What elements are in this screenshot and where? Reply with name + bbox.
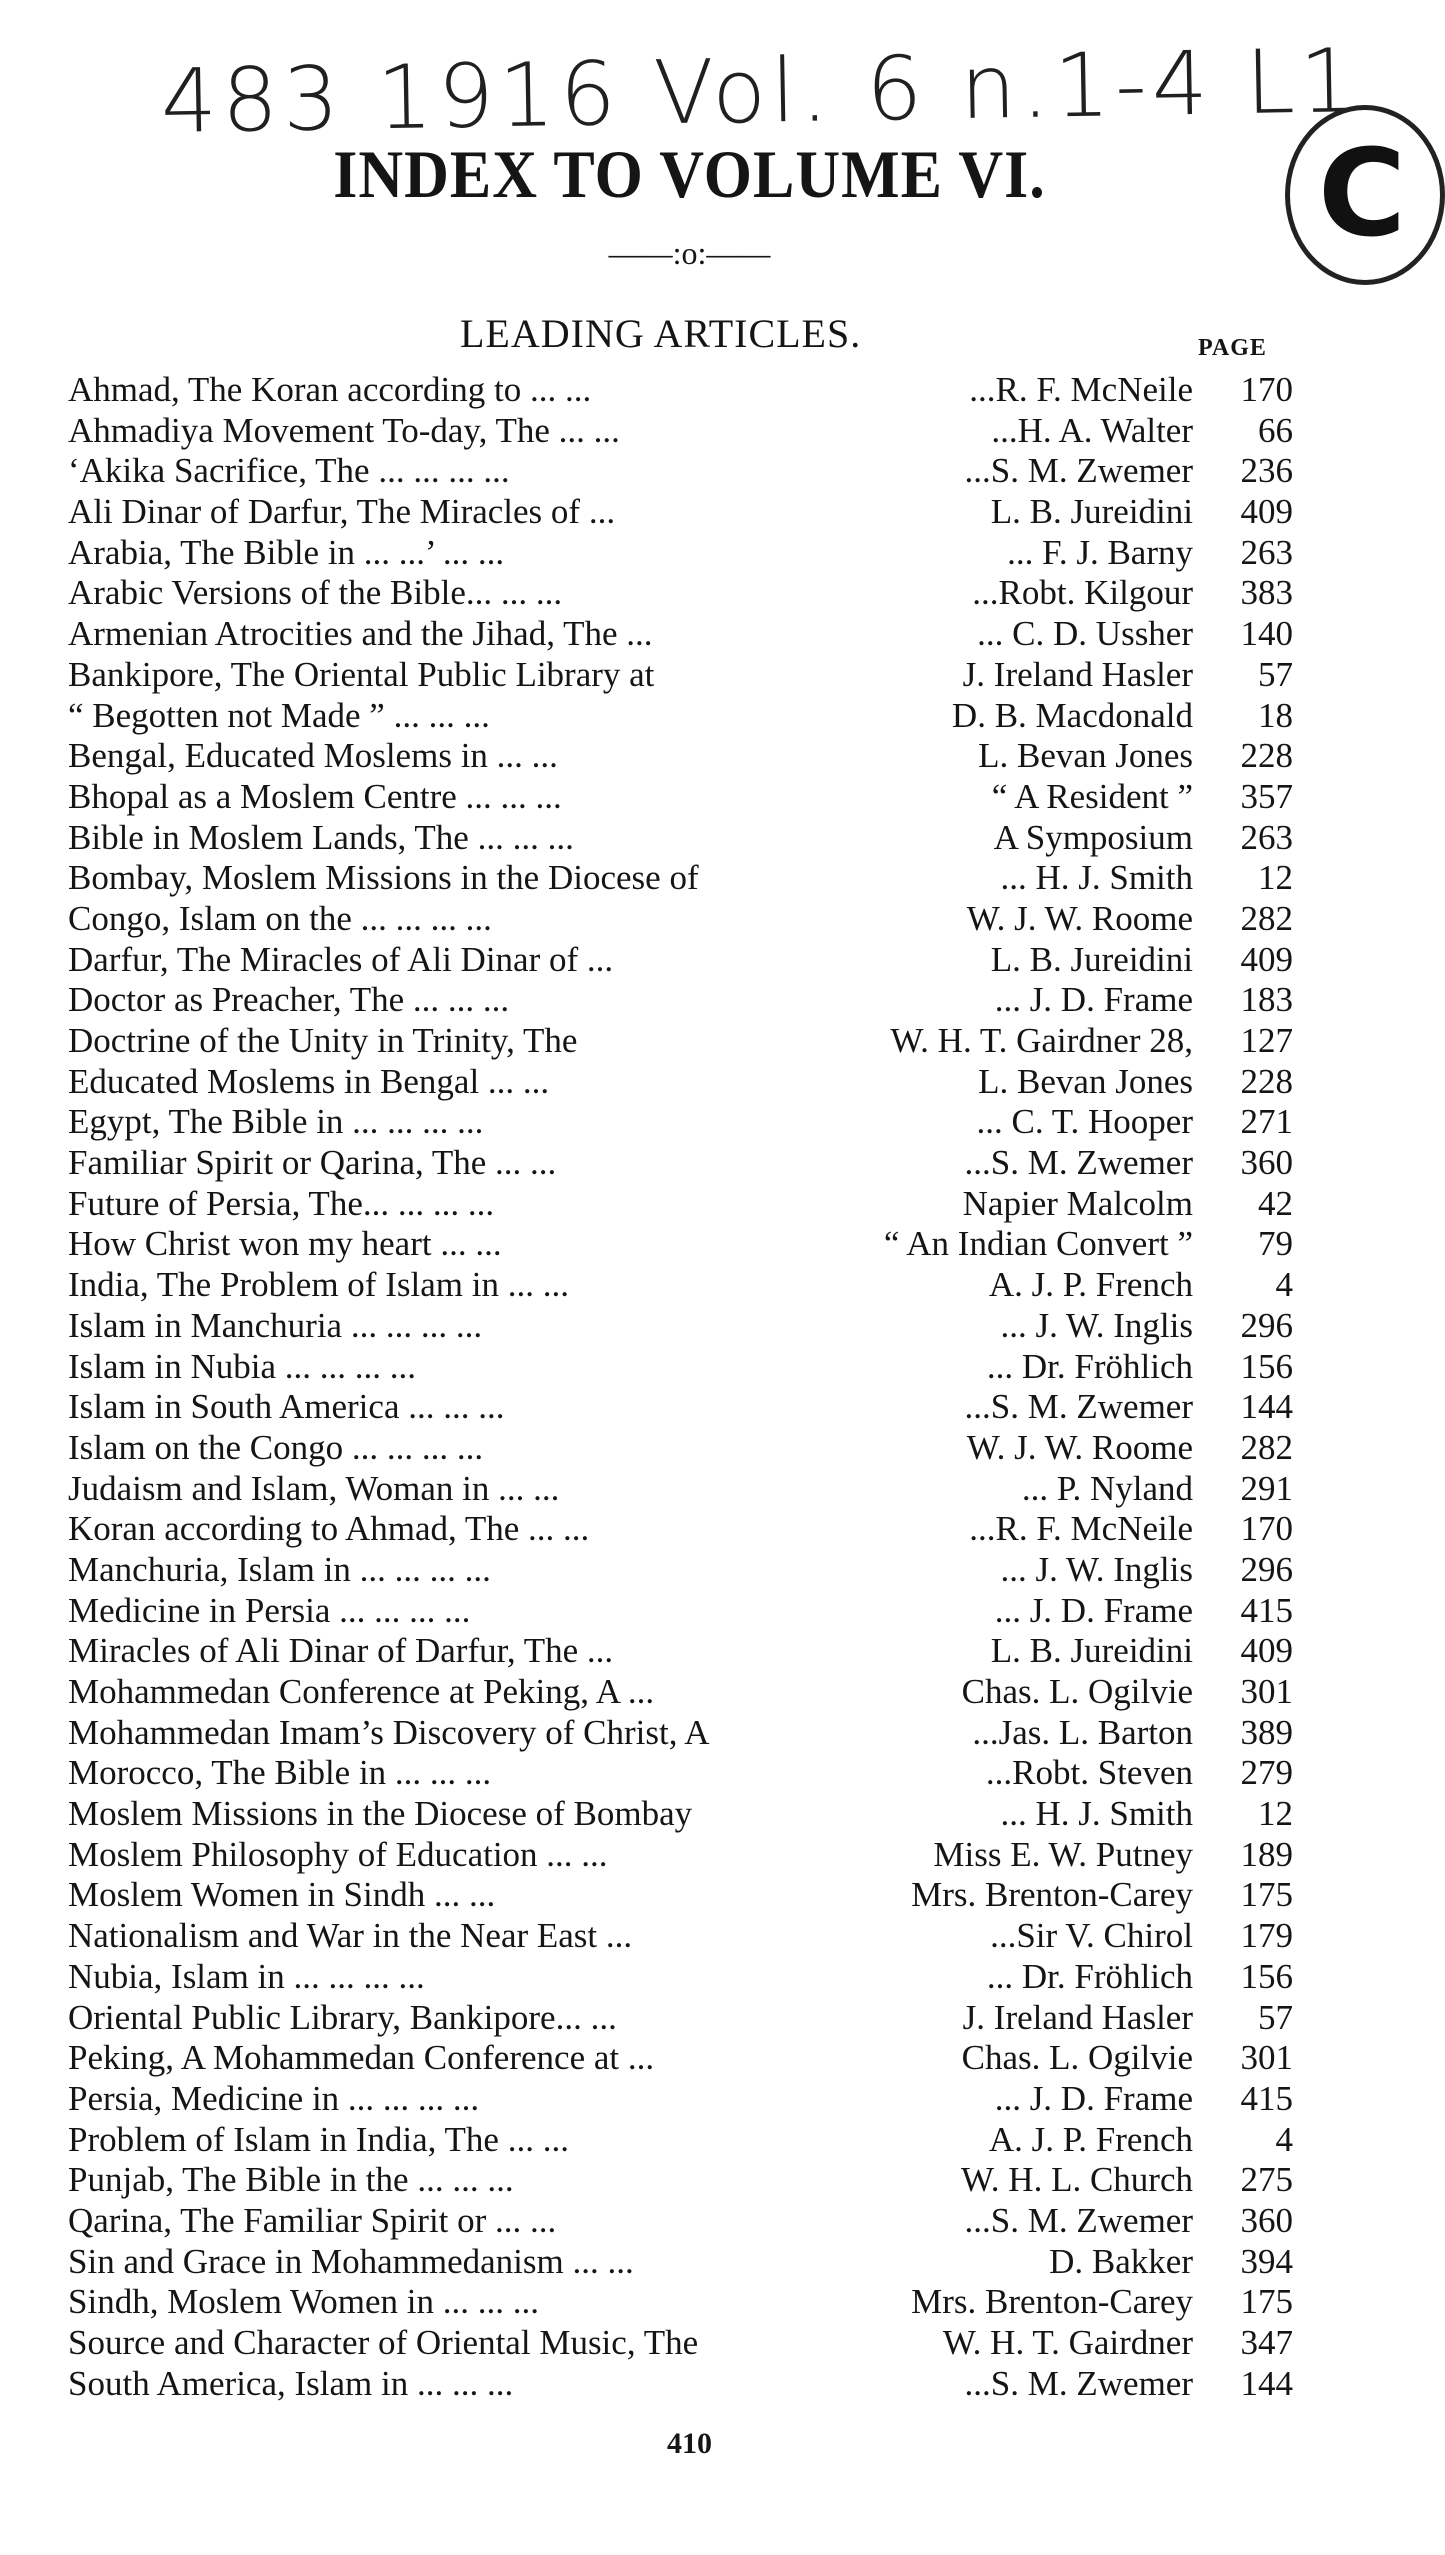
entry-author: ...Jas. L. Barton: [972, 1712, 1193, 1752]
entry-title: Peking, A Mohammedan Conference at ...: [68, 2038, 655, 2078]
entry-author: Napier Malcolm: [962, 1183, 1193, 1223]
entry-title: Congo, Islam on the ... ... ... ...: [68, 898, 492, 938]
entry-page: 144: [1240, 2363, 1293, 2403]
entry-title: Problem of Islam in India, The ... ...: [68, 2119, 569, 2159]
index-entry: [68, 1672, 1293, 1713]
index-entry: [68, 451, 1293, 492]
index-entry: [68, 411, 1293, 452]
entry-author: Miss E. W. Putney: [933, 1834, 1193, 1874]
entry-title: Qarina, The Familiar Spirit or ... ...: [68, 2200, 557, 2240]
index-entry: [68, 940, 1293, 981]
entry-author: Mrs. Brenton-Carey: [911, 2282, 1193, 2322]
index-entry: [68, 1631, 1293, 1672]
entry-title: Islam in Nubia ... ... ... ...: [68, 1346, 417, 1386]
entry-page: 263: [1240, 532, 1293, 572]
entry-page: 189: [1240, 1834, 1293, 1874]
index-entry: [68, 2282, 1293, 2323]
entry-author: ... C. D. Ussher: [977, 614, 1193, 654]
entry-page: 127: [1240, 1021, 1293, 1060]
entry-author: ...Robt. Steven: [985, 1753, 1193, 1793]
entry-title: Medicine in Persia ... ... ... ...: [68, 1590, 471, 1630]
index-entry: [68, 696, 1293, 737]
entry-page: 301: [1240, 2038, 1293, 2078]
entry-author: ...R. F. McNeile: [969, 370, 1193, 409]
stamp-letter: C: [1318, 125, 1407, 264]
entry-author: ... Dr. Fröhlich: [986, 1346, 1193, 1386]
entry-title: Islam in South America ... ... ...: [68, 1387, 505, 1427]
entry-page: 12: [1258, 858, 1293, 898]
entry-author: “ An Indian Convert ”: [883, 1224, 1193, 1264]
entry-title: Egypt, The Bible in ... ... ... ...: [68, 1102, 484, 1142]
entry-title: Nationalism and War in the Near East ...: [68, 1916, 633, 1956]
entry-title: Punjab, The Bible in the ... ... ...: [68, 2160, 514, 2200]
index-entry: [68, 2038, 1293, 2079]
entry-author: A. J. P. French: [988, 1265, 1193, 1305]
entry-page: 394: [1240, 2241, 1293, 2281]
index-entry: [68, 1143, 1293, 1184]
entry-title: How Christ won my heart ... ...: [68, 1224, 502, 1264]
entry-page: 228: [1240, 736, 1293, 776]
index-entry: [68, 2120, 1293, 2161]
index-entry: [68, 1184, 1293, 1225]
entry-author: ...Robt. Kilgour: [972, 573, 1193, 613]
entry-title: Miracles of Ali Dinar of Darfur, The ...: [68, 1631, 614, 1671]
entry-page: 409: [1240, 492, 1293, 532]
entry-page: 360: [1240, 1143, 1293, 1183]
entry-title: South America, Islam in ... ... ...: [68, 2363, 514, 2403]
entry-author: ...S. M. Zwemer: [964, 451, 1193, 491]
index-entry: [68, 1062, 1293, 1103]
index-entry: [68, 1713, 1293, 1754]
entry-page: 236: [1240, 451, 1293, 491]
entry-title: Sindh, Moslem Women in ... ... ...: [68, 2282, 539, 2322]
entry-title: Koran according to Ahmad, The ... ...: [68, 1509, 590, 1549]
entry-page: 175: [1240, 2282, 1293, 2322]
entry-title: Darfur, The Miracles of Ali Dinar of ...: [68, 939, 614, 979]
entry-page: 271: [1240, 1102, 1293, 1142]
entry-author: L. B. Jureidini: [990, 939, 1193, 979]
entry-title: Arabia, The Bible in ... ...’ ... ...: [68, 532, 505, 572]
entry-page: 183: [1240, 980, 1293, 1020]
index-entry: [68, 655, 1293, 696]
entry-title: Educated Moslems in Bengal ... ...: [68, 1061, 550, 1101]
index-entry: [68, 1794, 1293, 1835]
entry-author: ... Dr. Fröhlich: [986, 1956, 1193, 1996]
index-entry: [68, 1550, 1293, 1591]
entry-page: 357: [1240, 776, 1293, 816]
index-entry: [68, 2323, 1293, 2364]
entry-author: ...R. F. McNeile: [969, 1509, 1193, 1549]
index-entry: [68, 1021, 1293, 1062]
index-entry: [68, 2364, 1293, 2405]
entry-author: ... H. J. Smith: [1000, 1794, 1193, 1834]
entry-author: ...S. M. Zwemer: [964, 2363, 1193, 2403]
index-entry: [68, 899, 1293, 940]
entry-page: 228: [1240, 1061, 1293, 1101]
index-entry: [68, 1306, 1293, 1347]
entry-title: Arabic Versions of the Bible... ... ...: [68, 573, 563, 613]
index-entry: [68, 1957, 1293, 1998]
entry-title: Armenian Atrocities and the Jihad, The ...: [68, 614, 653, 654]
entry-page: 282: [1240, 1427, 1293, 1467]
entry-title: Ahmad, The Koran according to ... ...: [68, 370, 592, 409]
entry-title: Bankipore, The Oriental Public Library at: [68, 654, 655, 694]
entry-page: 279: [1240, 1753, 1293, 1793]
entry-author: W. H. T. Gairdner: [942, 2323, 1193, 2362]
index-entry: [68, 1753, 1293, 1794]
entry-author: J. Ireland Hasler: [962, 654, 1193, 694]
entry-title: Persia, Medicine in ... ... ... ...: [68, 2078, 480, 2118]
index-entry: [68, 533, 1293, 574]
entry-title: Islam on the Congo ... ... ... ...: [68, 1427, 484, 1467]
entry-title: Mohammedan Conference at Peking, A ...: [68, 1672, 655, 1711]
entry-author: W. J. W. Roome: [966, 898, 1193, 938]
entry-page: 156: [1240, 1956, 1293, 1996]
index-entry: [68, 2160, 1293, 2201]
entry-author: ... J. D. Frame: [994, 980, 1193, 1020]
index-entry: [68, 736, 1293, 777]
index-entry: [68, 1509, 1293, 1550]
index-entry: [68, 1387, 1293, 1428]
index-entry-list: [68, 370, 1293, 2404]
entry-title: Moslem Philosophy of Education ... ...: [68, 1834, 608, 1874]
entry-title: India, The Problem of Islam in ... ...: [68, 1265, 569, 1305]
entry-title: Moslem Missions in the Diocese of Bombay: [68, 1794, 693, 1834]
index-entry: [68, 1102, 1293, 1143]
entry-page: 12: [1258, 1794, 1293, 1834]
index-entry: [68, 777, 1293, 818]
entry-title: Islam in Manchuria ... ... ... ...: [68, 1305, 483, 1345]
entry-page: 296: [1240, 1305, 1293, 1345]
index-entry: [68, 980, 1293, 1021]
entry-author: ... F. J. Barny: [1007, 532, 1193, 572]
entry-page: 282: [1240, 898, 1293, 938]
entry-page: 291: [1240, 1468, 1293, 1508]
index-entry: [68, 573, 1293, 614]
index-entry: [68, 2201, 1293, 2242]
entry-author: W. H. L. Church: [960, 2160, 1193, 2200]
section-heading: LEADING ARTICLES.: [460, 311, 862, 356]
entry-page: 301: [1240, 1672, 1293, 1711]
entry-page: 156: [1240, 1346, 1293, 1386]
index-entry: [68, 614, 1293, 655]
entry-title: Doctor as Preacher, The ... ... ...: [68, 980, 510, 1020]
index-entry: [68, 1428, 1293, 1469]
entry-page: 409: [1240, 939, 1293, 979]
entry-page: 179: [1240, 1916, 1293, 1956]
index-entry: [68, 370, 1293, 411]
index-entry: [68, 1835, 1293, 1876]
entry-author: L. B. Jureidini: [990, 1631, 1193, 1671]
entry-author: A Symposium: [993, 817, 1193, 857]
entry-title: ‘Akika Sacrifice, The ... ... ... ...: [68, 451, 510, 491]
index-entry: [68, 2079, 1293, 2120]
entry-author: Chas. L. Ogilvie: [961, 1672, 1193, 1711]
entry-author: ...S. M. Zwemer: [964, 1387, 1193, 1427]
title-divider: ——:o:——: [608, 235, 771, 271]
entry-page: 144: [1240, 1387, 1293, 1427]
entry-author: ... J. D. Frame: [994, 1590, 1193, 1630]
entry-title: Bombay, Moslem Missions in the Diocese of: [68, 858, 699, 898]
entry-author: ...H. A. Walter: [991, 410, 1193, 450]
entry-author: ... J. W. Inglis: [1000, 1549, 1193, 1589]
entry-author: ... J. D. Frame: [994, 2078, 1193, 2118]
entry-title: Judaism and Islam, Woman in ... ...: [68, 1468, 560, 1508]
entry-page: 263: [1240, 817, 1293, 857]
entry-page: 275: [1240, 2160, 1293, 2200]
entry-author: L. Bevan Jones: [978, 736, 1193, 776]
entry-author: ... H. J. Smith: [1000, 858, 1193, 898]
entry-page: 140: [1240, 614, 1293, 654]
entry-author: D. B. Macdonald: [951, 695, 1193, 735]
entry-author: L. B. Jureidini: [990, 492, 1193, 532]
index-entry: [68, 858, 1293, 899]
entry-page: 4: [1275, 2119, 1293, 2159]
entry-title: Manchuria, Islam in ... ... ... ...: [68, 1549, 491, 1589]
entry-author: W. H. T. Gairdner 28,: [890, 1021, 1193, 1060]
entry-page: 57: [1258, 654, 1293, 694]
index-entry: [68, 1998, 1293, 2039]
entry-page: 415: [1240, 1590, 1293, 1630]
entry-page: 79: [1258, 1224, 1293, 1264]
entry-title: Future of Persia, The... ... ... ...: [68, 1183, 495, 1223]
entry-title: Bible in Moslem Lands, The ... ... ...: [68, 817, 574, 857]
entry-page: 389: [1240, 1712, 1293, 1752]
entry-title: Ahmadiya Movement To-day, The ... ...: [68, 410, 620, 450]
entry-title: “ Begotten not Made ” ... ... ...: [68, 695, 490, 735]
entry-author: L. Bevan Jones: [978, 1061, 1193, 1101]
entry-title: Mohammedan Imam’s Discovery of Christ, A: [68, 1712, 710, 1752]
entry-author: D. Bakker: [1049, 2241, 1193, 2281]
entry-author: ... P. Nyland: [1021, 1468, 1193, 1508]
index-entry: [68, 1224, 1293, 1265]
entry-author: “ A Resident ”: [991, 776, 1193, 816]
entry-page: 57: [1258, 1997, 1293, 2037]
entry-author: A. J. P. French: [988, 2119, 1193, 2159]
entry-title: Doctrine of the Unity in Trinity, The: [68, 1021, 578, 1060]
entry-page: 415: [1240, 2078, 1293, 2118]
entry-title: Ali Dinar of Darfur, The Miracles of ...: [68, 492, 616, 532]
entry-page: 170: [1240, 1509, 1293, 1549]
entry-author: W. J. W. Roome: [966, 1427, 1193, 1467]
page-number: 410: [667, 2427, 712, 2460]
entry-title: Bengal, Educated Moslems in ... ...: [68, 736, 558, 776]
index-entry: [68, 818, 1293, 859]
index-entry: [68, 1347, 1293, 1388]
entry-page: 347: [1240, 2323, 1293, 2362]
entry-author: ...S. M. Zwemer: [964, 2200, 1193, 2240]
page-title: INDEX TO VOLUME VI.: [333, 137, 1046, 213]
entry-page: 42: [1258, 1183, 1293, 1223]
entry-title: Moslem Women in Sindh ... ...: [68, 1875, 496, 1915]
entry-author: ...Sir V. Chirol: [990, 1916, 1193, 1956]
entry-page: 18: [1258, 695, 1293, 735]
handwritten-call-number: 483 1916 Vol. 6 n.1-4 L1: [160, 29, 1362, 153]
entry-page: 296: [1240, 1549, 1293, 1589]
entry-page: 4: [1275, 1265, 1293, 1305]
entry-title: Bhopal as a Moslem Centre ... ... ...: [68, 776, 562, 816]
entry-author: J. Ireland Hasler: [962, 1997, 1193, 2037]
entry-title: Nubia, Islam in ... ... ... ...: [68, 1956, 425, 1996]
entry-author: ... J. W. Inglis: [1000, 1305, 1193, 1345]
entry-title: Source and Character of Oriental Music, The: [68, 2323, 699, 2362]
index-entry: [68, 2242, 1293, 2283]
entry-title: Morocco, The Bible in ... ... ...: [68, 1753, 492, 1793]
index-entry: [68, 1265, 1293, 1306]
entry-author: Chas. L. Ogilvie: [961, 2038, 1193, 2078]
entry-author: ... C. T. Hooper: [976, 1102, 1193, 1142]
entry-author: Mrs. Brenton-Carey: [911, 1875, 1193, 1915]
entry-title: Oriental Public Library, Bankipore... ...: [68, 1997, 617, 2037]
index-entry: [68, 492, 1293, 533]
entry-page: 175: [1240, 1875, 1293, 1915]
entry-author: ...S. M. Zwemer: [964, 1143, 1193, 1183]
index-entry: [68, 1875, 1293, 1916]
entry-page: 383: [1240, 573, 1293, 613]
index-entry: [68, 1469, 1293, 1510]
index-entry: [68, 1591, 1293, 1632]
entry-page: 360: [1240, 2200, 1293, 2240]
entry-title: Familiar Spirit or Qarina, The ... ...: [68, 1143, 557, 1183]
entry-page: 66: [1258, 410, 1293, 450]
entry-page: 170: [1240, 370, 1293, 409]
entry-title: Sin and Grace in Mohammedanism ... ...: [68, 2241, 634, 2281]
page-column-label: PAGE: [1198, 335, 1267, 361]
entry-page: 409: [1240, 1631, 1293, 1671]
index-entry: [68, 1916, 1293, 1957]
